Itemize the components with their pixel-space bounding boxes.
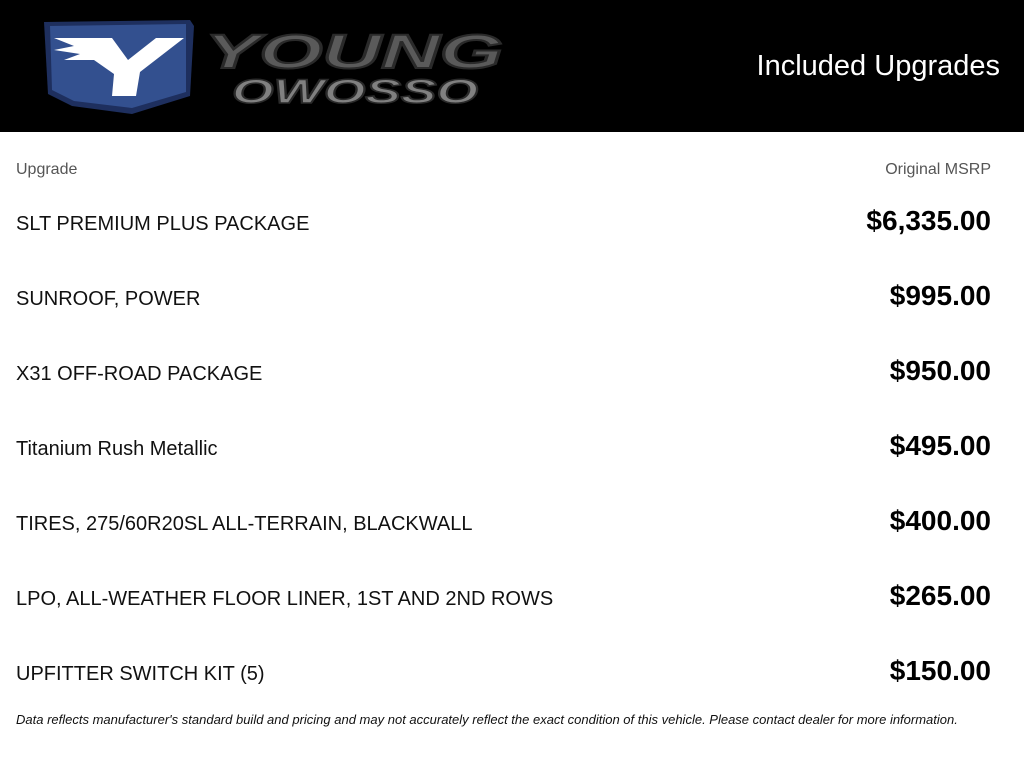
upgrade-price: $495.00 [889,430,991,461]
logo-wordmark: YOUNG [205,26,503,79]
upgrade-price: $995.00 [889,280,991,311]
upgrade-name: UPFITTER SWITCH KIT (5) [16,663,265,685]
list-item [0,185,1024,260]
upgrade-name: TIRES, 275/60R20SL ALL-TERRAIN, BLACKWALL [16,513,473,535]
upgrade-price: $150.00 [889,655,991,686]
upgrades-list [0,185,1024,710]
dealer-logo [40,16,510,118]
disclaimer-text: Data reflects manufacturer's standard build and pricing and may not accurately reflect the exact condition of this vehicle. Please contact dealer for more information. [16,712,958,727]
column-header-upgrade: Upgrade [16,161,78,178]
list-item [0,560,1024,635]
list-item [0,335,1024,410]
header-bar [0,0,1024,132]
list-item [0,260,1024,335]
column-header-msrp: Original MSRP [885,161,991,178]
upgrade-price: $950.00 [889,355,991,386]
page-title: Included Upgrades [756,50,1000,82]
upgrade-price: $6,335.00 [866,205,991,236]
list-item [0,635,1024,710]
upgrade-name: Titanium Rush Metallic [16,438,218,460]
upgrade-name: X31 OFF-ROAD PACKAGE [16,363,263,385]
list-item [0,485,1024,560]
list-item [0,410,1024,485]
upgrade-name: LPO, ALL-WEATHER FLOOR LINER, 1ST AND 2ND ROWS [16,588,554,610]
logo-subwordmark: OWOSSO [232,73,478,111]
upgrade-price: $400.00 [889,505,991,536]
upgrade-price: $265.00 [889,580,991,611]
upgrade-name: SLT PREMIUM PLUS PACKAGE [16,213,310,235]
upgrade-name: SUNROOF, POWER [16,288,201,310]
